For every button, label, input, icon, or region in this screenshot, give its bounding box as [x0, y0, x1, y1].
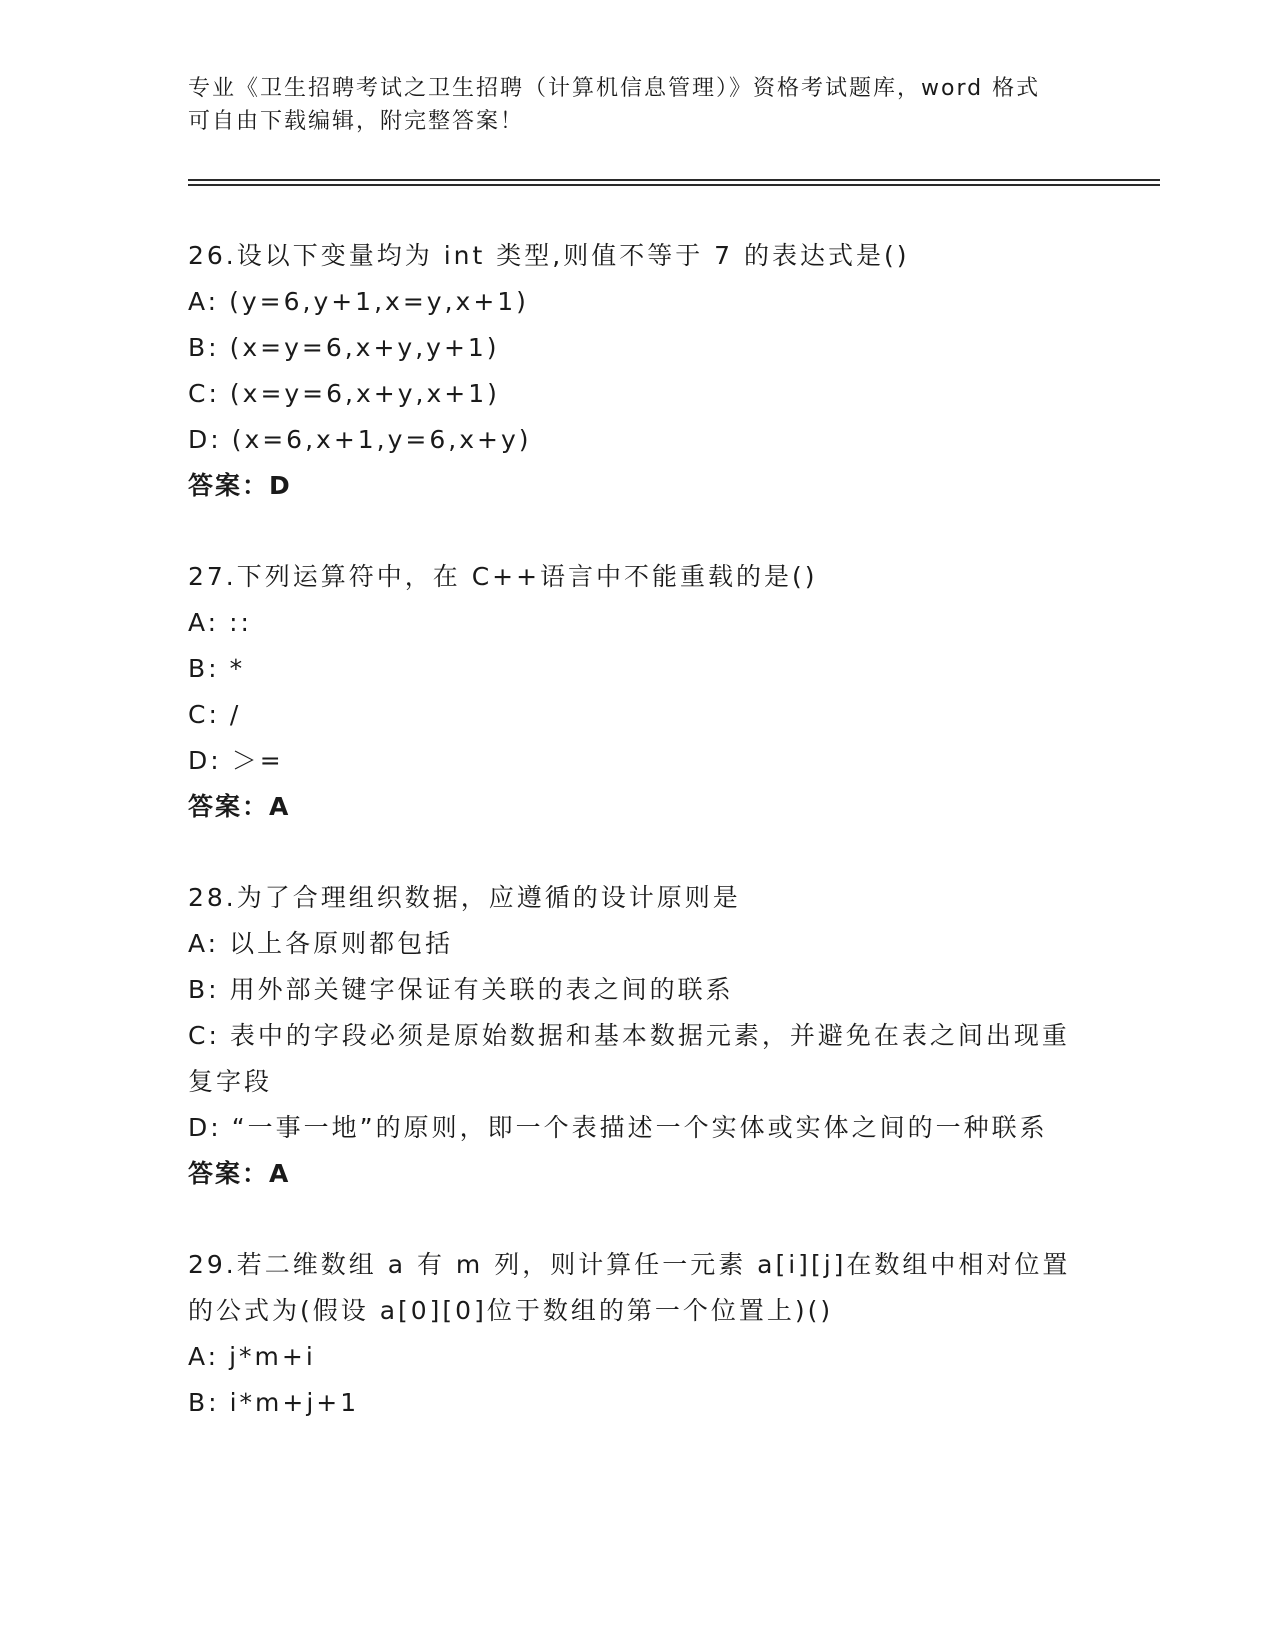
document-header — [188, 72, 1088, 138]
option-letter: B: — [188, 333, 220, 362]
option-letter: A: — [188, 287, 220, 316]
option-text: (x=y=6,x+y,y+1) — [229, 333, 500, 362]
option-text: :: — [229, 608, 252, 637]
question-stem: 27.下列运算符中，在 C++语言中不能重载的是() — [188, 562, 818, 591]
option-a — [188, 1334, 1088, 1380]
option-b — [188, 967, 1088, 1013]
option-a — [188, 600, 1088, 646]
answer-label: 答案：D — [188, 471, 292, 500]
header-divider-top — [188, 179, 1160, 181]
question-29 — [188, 1242, 1088, 1426]
option-text: / — [229, 700, 242, 729]
option-text: i*m+j+1 — [229, 1388, 360, 1417]
option-letter: B: — [188, 975, 220, 1004]
option-text: (x=y=6,x+y,x+1) — [229, 379, 500, 408]
option-d — [188, 417, 1088, 463]
header-divider-bottom — [188, 184, 1160, 186]
option-c — [188, 692, 1088, 738]
option-letter: B: — [188, 654, 220, 683]
option-letter: D: — [188, 1113, 222, 1142]
question-list — [188, 233, 1088, 1471]
option-text: 表中的字段必须是原始数据和基本数据元素，并避免在表之间出现重复字段 — [188, 1021, 1070, 1096]
option-c — [188, 1013, 1078, 1105]
option-b — [188, 646, 1088, 692]
question-stem: 26.设以下变量均为 int 类型,则值不等于 7 的表达式是() — [188, 241, 910, 270]
question-26 — [188, 233, 1088, 509]
option-a — [188, 921, 1088, 967]
option-letter: C: — [188, 1021, 220, 1050]
option-text: j*m+i — [229, 1342, 316, 1371]
option-b — [188, 325, 1088, 371]
option-text: ＞= — [231, 746, 284, 775]
option-text: “一事一地”的原则，即一个表描述一个实体或实体之间的一种联系 — [231, 1113, 1048, 1142]
option-letter: D: — [188, 746, 222, 775]
option-letter: A: — [188, 1342, 220, 1371]
option-c — [188, 371, 1088, 417]
answer-label: 答案：A — [188, 1159, 291, 1188]
option-text: 以上各原则都包括 — [229, 929, 454, 958]
option-text: * — [229, 654, 246, 683]
option-a — [188, 279, 1088, 325]
header-line-2: 可自由下载编辑，附完整答案！ — [188, 109, 525, 134]
option-d — [188, 738, 1088, 784]
question-27 — [188, 554, 1088, 830]
option-b — [188, 1380, 1088, 1426]
option-d — [188, 1105, 1078, 1151]
option-letter: A: — [188, 608, 220, 637]
question-28 — [188, 875, 1088, 1197]
option-letter: C: — [188, 700, 220, 729]
option-text: (y=6,y+1,x=y,x+1) — [229, 287, 529, 316]
question-stem: 28.为了合理组织数据，应遵循的设计原则是 — [188, 883, 741, 912]
question-stem: 29.若二维数组 a 有 m 列，则计算任一元素 a[i][j]在数组中相对位置的公式为(假设 a[0][0]位于数组的第一个位置上)() — [188, 1250, 1071, 1325]
option-text: 用外部关键字保证有关联的表之间的联系 — [229, 975, 734, 1004]
option-text: (x=6,x+1,y=6,x+y) — [231, 425, 532, 454]
option-letter: D: — [188, 425, 222, 454]
option-letter: A: — [188, 929, 220, 958]
option-letter: B: — [188, 1388, 220, 1417]
header-line-1: 专业《卫生招聘考试之卫生招聘（计算机信息管理）》资格考试题库，word 格式 — [188, 76, 1041, 101]
answer-label: 答案：A — [188, 792, 291, 821]
option-letter: C: — [188, 379, 220, 408]
